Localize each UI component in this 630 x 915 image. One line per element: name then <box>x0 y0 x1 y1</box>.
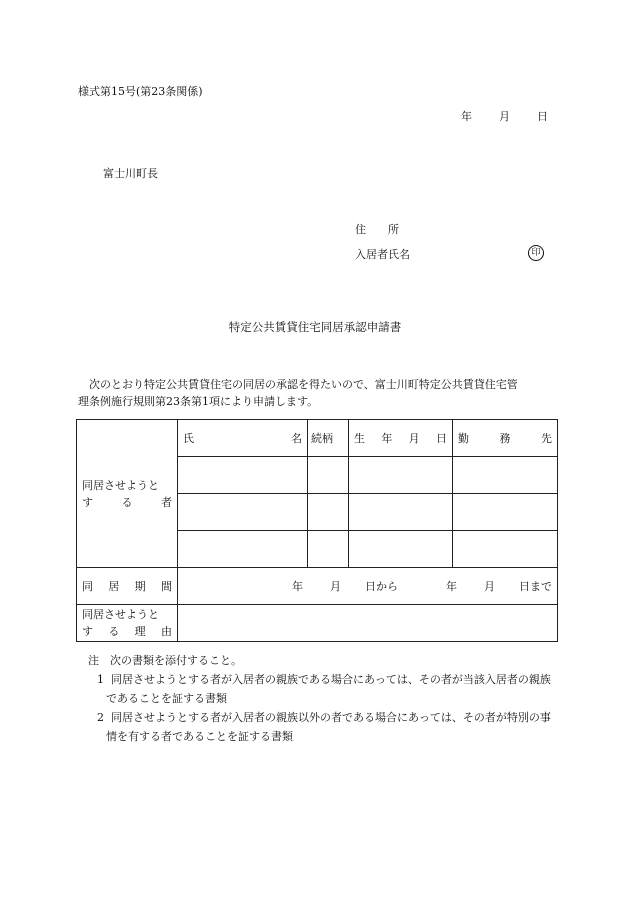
birth-cell[interactable] <box>349 531 453 568</box>
name-cell[interactable] <box>178 531 308 568</box>
notes <box>88 651 558 746</box>
note-item-1: 1 同居させようとする者が入居者の親族である場合にあっては、その者が当該入居者の親族であることを証する書類 <box>97 673 551 705</box>
work-cell[interactable] <box>453 494 558 531</box>
date-day: 日 <box>537 110 548 123</box>
body-line-1: 次のとおり特定公共賃貸住宅の同居の承認を得たいので、富士川町特定公共賃貸住宅管 <box>89 378 518 391</box>
recipient: 富士川町長 <box>103 167 158 180</box>
work-cell[interactable] <box>453 457 558 494</box>
form-number: 様式第15号(第23条関係) <box>78 85 203 98</box>
header-birth: 生 年 月 日 <box>349 420 453 457</box>
body-text <box>78 376 568 410</box>
period-value[interactable]: 年 月 日から 年 月 日まで <box>178 568 558 605</box>
name-cell[interactable] <box>178 457 308 494</box>
name-cell[interactable] <box>178 494 308 531</box>
header-work: 勤 務 先 <box>453 420 558 457</box>
birth-cell[interactable] <box>349 494 453 531</box>
relation-cell[interactable] <box>308 531 349 568</box>
header-name: 氏 名 <box>178 420 308 457</box>
notes-heading: 注 次の書類を添付すること。 <box>88 654 242 667</box>
header-relation: 続柄 <box>308 420 349 457</box>
date-year: 年 <box>461 110 472 123</box>
relation-cell[interactable] <box>308 494 349 531</box>
applicant-name-label: 入居者氏名 <box>355 248 410 261</box>
date-line <box>461 110 548 124</box>
cohabitant-label: 同居させようと す る 者 <box>77 420 178 568</box>
work-cell[interactable] <box>453 531 558 568</box>
reason-label: 同居させようと す る 理 由 <box>77 605 178 642</box>
document-title: 特定公共賃貸住宅同居承認申請書 <box>228 320 402 334</box>
address-label: 住 所 <box>355 223 399 236</box>
note-item-2: 2 同居させようとする者が入居者の親族以外の者である場合にあっては、その者が特別の事情を有する者であることを証する書類 <box>97 711 551 743</box>
relation-cell[interactable] <box>308 457 349 494</box>
seal-mark: 印 <box>528 245 544 261</box>
period-label: 同 居 期 間 <box>77 568 178 605</box>
application-table <box>76 419 558 642</box>
date-month: 月 <box>499 110 510 123</box>
body-line-2: 理条例施行規則第23条第1項により申請します。 <box>78 395 319 408</box>
birth-cell[interactable] <box>349 457 453 494</box>
reason-value[interactable] <box>178 605 558 642</box>
